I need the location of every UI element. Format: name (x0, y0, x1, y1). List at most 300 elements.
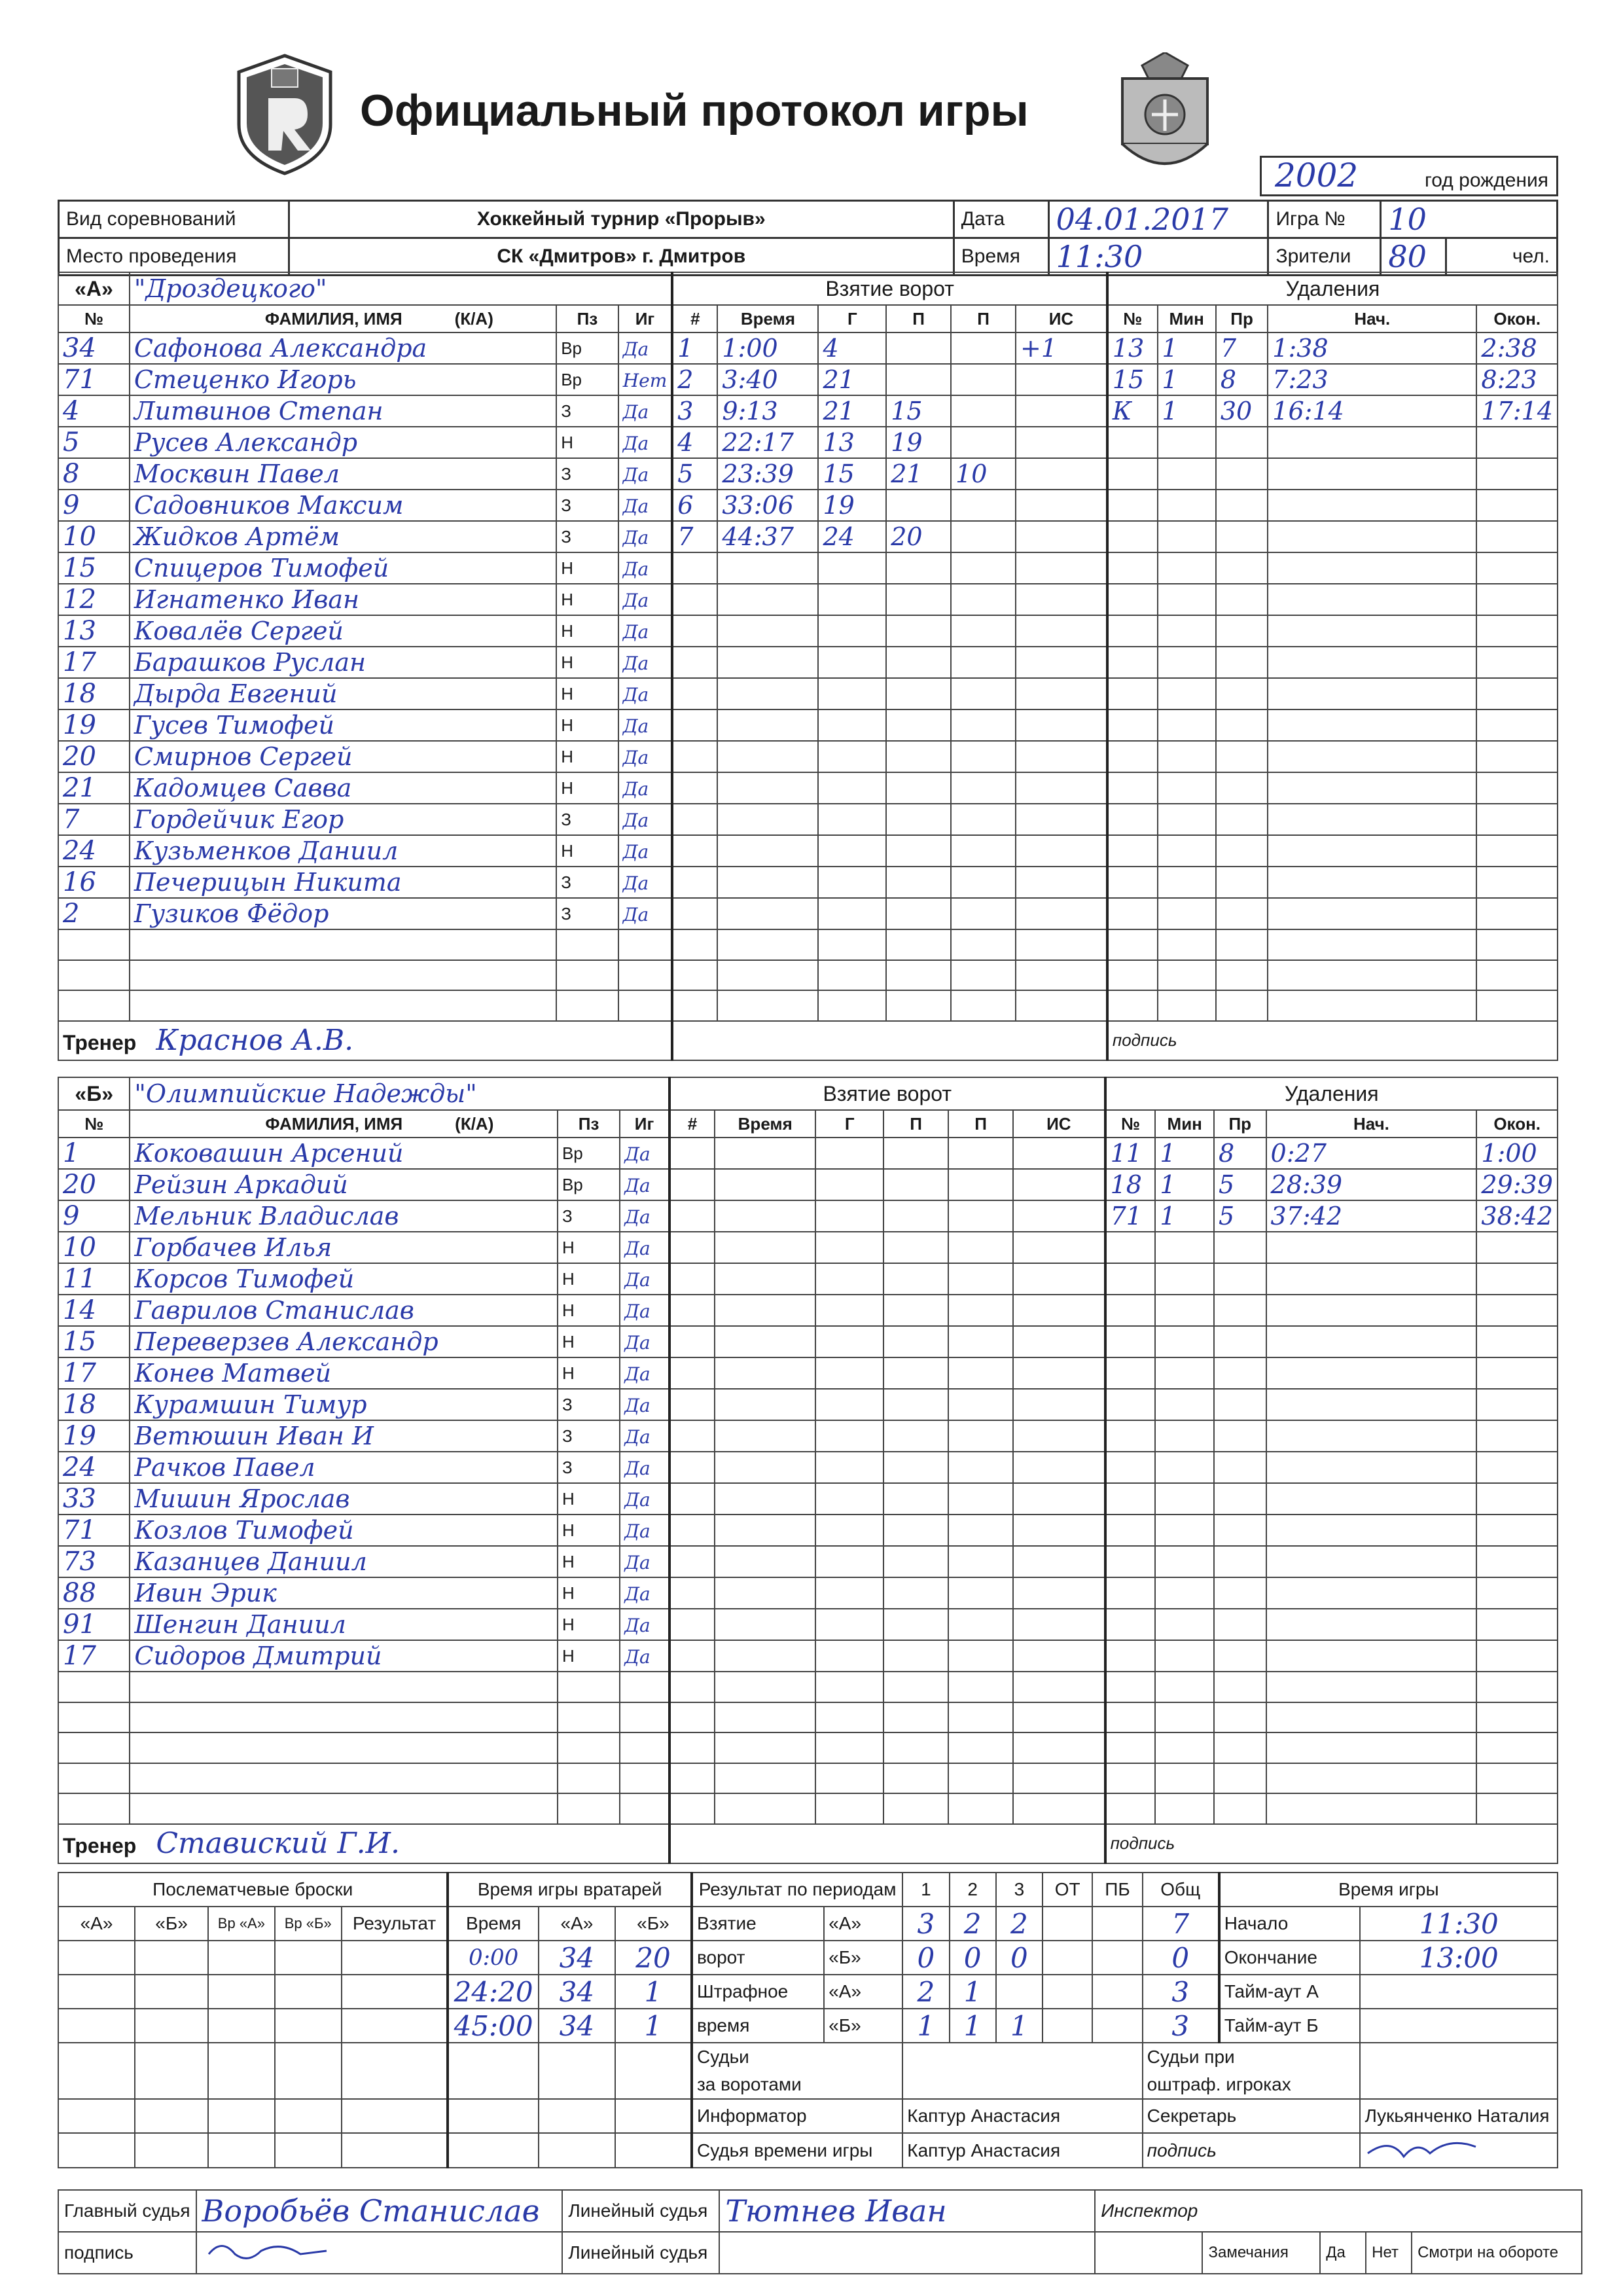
goalie-time-header: Время (448, 1907, 538, 1941)
goal-empty-cell (717, 647, 818, 678)
penalty-empty-cell (1476, 1232, 1558, 1263)
penalty-empty-cell (1476, 490, 1558, 521)
goal-empty-cell (669, 1138, 715, 1169)
goal-empty-cell (1013, 1357, 1105, 1389)
goal-empty-cell (1013, 1389, 1105, 1420)
shootout-header: ПБ (1092, 1873, 1142, 1907)
player-played: Да (622, 558, 649, 580)
goalie-b-1: 20 (635, 1941, 671, 1974)
competition-value: Хоккейный турнир «Прорыв» (289, 201, 954, 238)
goal-empty-cell (1016, 990, 1107, 1021)
goal-empty-cell (948, 1138, 1013, 1169)
penalty-empty-cell (1155, 1763, 1214, 1794)
penalty-empty-cell (1266, 1546, 1477, 1577)
goal-empty-cell (948, 1483, 1013, 1515)
player-position: Н (558, 1577, 620, 1609)
goal-empty-cell (717, 960, 818, 991)
table-row (58, 427, 1558, 458)
player-name: Курамшин Тимур (134, 1390, 367, 1419)
goal-empty-cell (1013, 1546, 1105, 1577)
player-number: 24 (63, 1452, 96, 1482)
goal-empty-cell (886, 615, 951, 647)
secretary-label: Секретарь (1143, 2099, 1361, 2133)
player-position: Вр (558, 1138, 620, 1169)
goal-empty-cell (715, 1702, 815, 1733)
player-position: З (558, 1420, 620, 1452)
goal-empty-cell (883, 1389, 948, 1420)
penalty-empty-cell (1155, 1389, 1214, 1420)
penalty-empty-cell (1155, 1263, 1214, 1295)
team_a-hdr-g: Г (818, 305, 886, 332)
penalty-empty-cell (1476, 1295, 1558, 1326)
player-name: Кузьменков Даниил (134, 836, 399, 865)
period-3-header: 3 (996, 1873, 1043, 1907)
player-name: Горбачев Илья (134, 1233, 332, 1262)
team_b-hdr-g: Г (815, 1110, 883, 1138)
goal-empty-cell (815, 1702, 883, 1733)
goal-time: 22:17 (722, 428, 794, 457)
penalty-empty-cell (1105, 1295, 1156, 1326)
penalty-empty-cell (1107, 867, 1158, 898)
penalty-empty-cell (1107, 804, 1158, 835)
goal-empty-cell (1016, 552, 1107, 584)
goal-empty-cell (1013, 1420, 1105, 1452)
penalty-empty-cell (1214, 1763, 1266, 1794)
player-number: 5 (63, 427, 80, 457)
penalty-min: 1 (1160, 1202, 1176, 1230)
goal-empty-cell (1013, 1640, 1105, 1672)
penalty-empty-cell (1107, 458, 1158, 490)
penalty-empty-cell (1158, 678, 1216, 709)
player-name: Ковалёв Сергей (134, 617, 344, 645)
informer-label: Информатор (692, 2099, 902, 2133)
player-position (556, 990, 618, 1021)
team_b-hdr-ig: Иг (620, 1110, 669, 1138)
table-row (58, 1138, 1558, 1169)
goal-empty-cell (715, 1483, 815, 1515)
goal-empty-cell (669, 1169, 715, 1200)
venue-label: Место проведения (59, 238, 289, 276)
goal-empty-cell (669, 1357, 715, 1389)
player-name: Гаврилов Станислав (134, 1296, 414, 1325)
penalty-empty-cell (1216, 427, 1268, 458)
goal-empty-cell (948, 1169, 1013, 1200)
goal-g: 21 (823, 365, 855, 394)
penalty-empty-cell (1214, 1702, 1266, 1733)
penalty-empty-cell (1476, 1389, 1558, 1420)
goal-empty-cell (815, 1138, 883, 1169)
goal-empty-cell (669, 1763, 715, 1794)
goal-empty-cell (883, 1609, 948, 1640)
player-position: Н (558, 1640, 620, 1672)
player-played: Да (624, 1237, 651, 1259)
name-header: ФАМИЛИЯ, ИМЯ (265, 1113, 403, 1134)
penalty-empty-cell (1476, 990, 1558, 1021)
goal-empty-cell (815, 1452, 883, 1483)
team_b-penalties-title: Удаления (1105, 1077, 1558, 1110)
venue-value: СК «Дмитров» г. Дмитров (289, 238, 954, 276)
goals-b-total: 0 (1171, 1941, 1190, 1974)
player-position: З (556, 867, 618, 898)
table-row (58, 458, 1558, 490)
goal-n: 1 (677, 334, 694, 363)
player-number: 9 (63, 490, 80, 520)
player-position: З (556, 490, 618, 521)
goal-empty-cell (672, 772, 717, 804)
penalty-min: 1 (1162, 397, 1178, 425)
penalty-empty-cell (1107, 929, 1158, 960)
coach-sign-label: подпись (1105, 1824, 1558, 1863)
penalty-empty-cell (1476, 1732, 1558, 1763)
penalty-empty-cell (1105, 1326, 1156, 1357)
goal-empty-cell (717, 898, 818, 929)
penalty-empty-cell (1266, 1793, 1477, 1824)
goal-empty-cell (948, 1609, 1013, 1640)
goal-empty-cell (715, 1200, 815, 1232)
goal-empty-cell (948, 1420, 1013, 1452)
goal-empty-cell (951, 772, 1016, 804)
goal-empty-cell (672, 804, 717, 835)
team_b-hdr-p1: П (883, 1110, 948, 1138)
informer-value: Каптур Анастасия (902, 2099, 1142, 2133)
penalty-empty-cell (1158, 490, 1216, 521)
table-row (58, 1640, 1558, 1672)
penalty-empty-cell (1107, 898, 1158, 929)
penalty-empty-cell (1476, 960, 1558, 991)
timeout-a-label: Тайм-аут А (1219, 1975, 1361, 2009)
linesman-1-label: Линейный судья (562, 2190, 719, 2232)
penalty-empty-cell (1266, 1483, 1477, 1515)
penalty-row-label: Штрафное (692, 1975, 824, 2009)
penalty-empty-cell (1476, 678, 1558, 709)
penalty-empty-cell (1107, 647, 1158, 678)
main-referee-sign-label: подпись (58, 2232, 196, 2274)
goal-empty-cell (886, 929, 951, 960)
penalty-empty-cell (1266, 1515, 1477, 1546)
notes-label: Замечания (1202, 2232, 1320, 2274)
notes-no: Нет (1366, 2232, 1412, 2274)
penalty-end: 17:14 (1481, 397, 1553, 425)
player-position: Вр (556, 332, 618, 364)
penalty-empty-cell (1476, 521, 1558, 552)
goal-empty-cell (715, 1169, 815, 1200)
penalty-empty-cell (1268, 678, 1476, 709)
goal-empty-cell (717, 584, 818, 615)
player-name: Гусев Тимофей (134, 711, 334, 740)
penalty-empty-cell (1155, 1232, 1214, 1263)
goal-empty-cell (669, 1263, 715, 1295)
player-position: Н (556, 584, 618, 615)
penalty-empty-cell (1476, 1483, 1558, 1515)
penalty-reason: 7 (1220, 334, 1237, 363)
penalty-empty-cell (1158, 709, 1216, 741)
penalty-no: 13 (1112, 334, 1145, 363)
penalty-empty-cell (1476, 615, 1558, 647)
penalty-empty-cell (1266, 1452, 1477, 1483)
penalty-empty-cell (1155, 1640, 1214, 1672)
penalty-empty-cell (1214, 1357, 1266, 1389)
goal-empty-cell (1013, 1295, 1105, 1326)
player-number: 18 (63, 1390, 96, 1420)
penalty-empty-cell (1216, 867, 1268, 898)
team_a-hdr-min: Мин (1158, 305, 1216, 332)
penalty-empty-cell (1105, 1546, 1156, 1577)
player-position: Н (558, 1609, 620, 1640)
goals-a-total: 7 (1171, 1907, 1190, 1940)
game-no-value: 10 (1388, 202, 1427, 237)
end-label: Окончание (1219, 1941, 1361, 1975)
team_b-name: "Олимпийские Надежды" (134, 1079, 477, 1108)
goal-empty-cell (717, 709, 818, 741)
player-number: 8 (63, 459, 80, 489)
player-name: Дырда Евгений (134, 679, 338, 708)
penalty-empty-cell (1105, 1732, 1156, 1763)
penalty-end: 8:23 (1481, 365, 1537, 394)
table-row (58, 1515, 1558, 1546)
main-referee-value: Воробьёв Станислав (202, 2193, 540, 2229)
penalty-empty-cell (1158, 741, 1216, 772)
goal-empty-cell (948, 1232, 1013, 1263)
player-played: Да (622, 589, 649, 611)
linesman-1-value: Тютнев Иван (725, 2193, 947, 2229)
goal-empty-cell (1016, 867, 1107, 898)
goal-empty-cell (818, 772, 886, 804)
goal-empty-cell (672, 929, 717, 960)
period-2-header: 2 (950, 1873, 996, 1907)
goal-empty-cell (948, 1577, 1013, 1609)
goal-is: +1 (1020, 334, 1058, 363)
goal-empty-cell (815, 1546, 883, 1577)
see-back-label: Смотри на обороте (1412, 2232, 1582, 2274)
goal-empty-cell (1016, 898, 1107, 929)
coach-name: Ставиский Г.И. (156, 1827, 400, 1860)
table-row (58, 867, 1558, 898)
goal-empty-cell (948, 1295, 1013, 1326)
player-played: Да (622, 495, 649, 517)
penalty-empty-cell (1155, 1546, 1214, 1577)
goal-empty-cell (883, 1763, 948, 1794)
player-played: Да (624, 1394, 651, 1416)
goal-g: 15 (823, 459, 855, 488)
goal-n: 2 (677, 365, 694, 394)
goal-empty-cell (715, 1640, 815, 1672)
player-position: Н (558, 1546, 620, 1577)
goalie-b-header: «Б» (615, 1907, 692, 1941)
table-row (58, 1732, 1558, 1763)
goals-row-label: Взятие (692, 1907, 824, 1941)
goals-b-label: «Б» (824, 1941, 902, 1975)
table-row (58, 990, 1558, 1021)
penalty-row-label-2: время (692, 2009, 824, 2043)
goal-empty-cell (948, 1389, 1013, 1420)
referees-table (58, 2189, 1582, 2274)
table-row (58, 804, 1558, 835)
penalty-empty-cell (1268, 960, 1476, 991)
penalty-empty-cell (1105, 1263, 1156, 1295)
penalty-empty-cell (1107, 990, 1158, 1021)
penalty-end: 1:00 (1481, 1139, 1537, 1168)
player-name: Ветюшин Иван И (134, 1422, 374, 1450)
penalty-empty-cell (1214, 1515, 1266, 1546)
penalty-empty-cell (1158, 458, 1216, 490)
penalty-start: 16:14 (1272, 397, 1344, 425)
periods-title: Результат по периодам (692, 1873, 902, 1907)
penalty-empty-cell (1214, 1732, 1266, 1763)
team_a-hdr-name (130, 305, 556, 332)
signature-scribble-icon (202, 2234, 333, 2267)
player-played: Да (624, 1426, 651, 1448)
table-row (58, 490, 1558, 521)
goal-empty-cell (883, 1546, 948, 1577)
goal-empty-cell (717, 804, 818, 835)
penalty-empty-cell (1266, 1609, 1477, 1640)
penalty-empty-cell (1158, 427, 1216, 458)
goals-b-p3: 0 (1010, 1941, 1028, 1974)
goal-empty-cell (669, 1672, 715, 1702)
team_a-tag: «А» (58, 272, 130, 305)
penalty-empty-cell (1216, 960, 1268, 991)
penalty-empty-cell (1216, 804, 1268, 835)
table-row (58, 552, 1558, 584)
player-played: Да (622, 840, 649, 863)
penalty-empty-cell (1476, 1640, 1558, 1672)
goal-empty-cell (818, 647, 886, 678)
goal-empty-cell (948, 1732, 1013, 1763)
goal-empty-cell (1013, 1483, 1105, 1515)
goal-empty-cell (883, 1732, 948, 1763)
goals-a-p2: 2 (963, 1907, 982, 1940)
player-played: Да (622, 746, 649, 768)
goal-empty-cell (1016, 678, 1107, 709)
penalty-empty-cell (1476, 835, 1558, 867)
table-row (58, 1200, 1558, 1232)
team_a-hdr-p2: П (951, 305, 1016, 332)
goal-empty-cell (886, 898, 951, 929)
goal-empty-cell (818, 835, 886, 867)
table-row (58, 1263, 1558, 1295)
goal-empty-cell (818, 898, 886, 929)
player-played: Да (624, 1363, 651, 1385)
goal-empty-cell (715, 1672, 815, 1702)
player-name: Игнатенко Иван (134, 585, 360, 614)
player-played: Да (624, 1488, 651, 1511)
table-row (58, 1357, 1558, 1389)
goal-empty-cell (951, 584, 1016, 615)
penalty-empty-cell (1107, 521, 1158, 552)
team-a-table (58, 272, 1558, 1061)
goal-empty-cell (886, 867, 951, 898)
goal-empty-cell (951, 552, 1016, 584)
game-no-label: Игра № (1268, 201, 1381, 238)
penalty-empty-cell (1476, 584, 1558, 615)
goals-a-p1: 3 (917, 1907, 935, 1940)
penalty-empty-cell (1214, 1232, 1266, 1263)
goal-empty-cell (883, 1263, 948, 1295)
goal-empty-cell (672, 647, 717, 678)
goal-empty-cell (1016, 960, 1107, 991)
table-row (58, 1546, 1558, 1577)
shootout-title: Послематчевые броски (58, 1873, 448, 1907)
goal-empty-cell (951, 678, 1016, 709)
penalty-empty-cell (1266, 1420, 1477, 1452)
penalty-empty-cell (1266, 1389, 1477, 1420)
start-value: 11:30 (1419, 1907, 1499, 1940)
table-row (58, 929, 1558, 960)
player-number: 71 (63, 365, 96, 395)
player-position: З (558, 1200, 620, 1232)
signature-scribble-icon (1364, 2134, 1482, 2162)
team_a-goals-title: Взятие ворот (672, 272, 1107, 305)
goal-empty-cell (886, 584, 951, 615)
penalty-no: 15 (1112, 365, 1145, 394)
penalty-empty-cell (1268, 898, 1476, 929)
table-row (58, 647, 1558, 678)
penalty-start: 1:38 (1272, 334, 1329, 363)
penalty-end: 29:39 (1481, 1170, 1553, 1199)
spectators-label: Зрители (1268, 238, 1381, 276)
goal-empty-cell (883, 1169, 948, 1200)
goal-empty-cell (715, 1389, 815, 1420)
player-played: Да (622, 715, 649, 737)
goal-g: 13 (823, 428, 855, 457)
goal-empty-cell (815, 1763, 883, 1794)
player-name: Рейзин Аркадий (134, 1170, 348, 1199)
team_b-hdr-no: № (58, 1110, 130, 1138)
goal-empty-cell (672, 709, 717, 741)
goal-empty-cell (1016, 647, 1107, 678)
penalty-empty-cell (1216, 772, 1268, 804)
penalty-empty-cell (1155, 1793, 1214, 1824)
player-position: Н (558, 1357, 620, 1389)
player-number: 9 (63, 1201, 80, 1231)
goal-empty-cell (818, 960, 886, 991)
team_b-hdr-end: Окон. (1476, 1110, 1558, 1138)
player-number: 17 (63, 1641, 96, 1671)
goal-empty-cell (818, 990, 886, 1021)
penalty-empty-cell (1155, 1452, 1214, 1483)
goal-empty-cell (948, 1793, 1013, 1824)
team_b-hdr-min: Мин (1155, 1110, 1214, 1138)
penalty-empty-cell (1268, 929, 1476, 960)
player-number: 1 (63, 1138, 80, 1168)
goal-empty-cell (883, 1138, 948, 1169)
goal-p2: 10 (955, 459, 988, 488)
player-name: Ивин Эрик (134, 1579, 277, 1607)
goal-empty-cell (1013, 1732, 1105, 1763)
goalie-a-header: «А» (539, 1907, 615, 1941)
player-number: 10 (63, 1232, 96, 1263)
goal-p1: 19 (891, 428, 923, 457)
competition-label: Вид соревнований (59, 201, 289, 238)
table-row (58, 332, 1558, 364)
penalty-empty-cell (1214, 1483, 1266, 1515)
goal-empty-cell (948, 1515, 1013, 1546)
goalie-a-3: 34 (559, 2009, 595, 2042)
ka-header: (К/А) (455, 1113, 494, 1134)
player-number: 73 (63, 1547, 96, 1577)
player-number: 88 (63, 1578, 96, 1608)
goal-empty-cell (815, 1295, 883, 1326)
penalty-empty-cell (1266, 1702, 1477, 1733)
player-number: 20 (63, 742, 96, 772)
goal-empty-cell (672, 615, 717, 647)
player-number: 4 (63, 396, 80, 426)
penalty-empty-cell (1214, 1546, 1266, 1577)
penalty-empty-cell (1476, 1357, 1558, 1389)
goal-empty-cell (1013, 1326, 1105, 1357)
goals-row-label-2: ворот (692, 1941, 824, 1975)
penalty-empty-cell (1476, 1793, 1558, 1824)
